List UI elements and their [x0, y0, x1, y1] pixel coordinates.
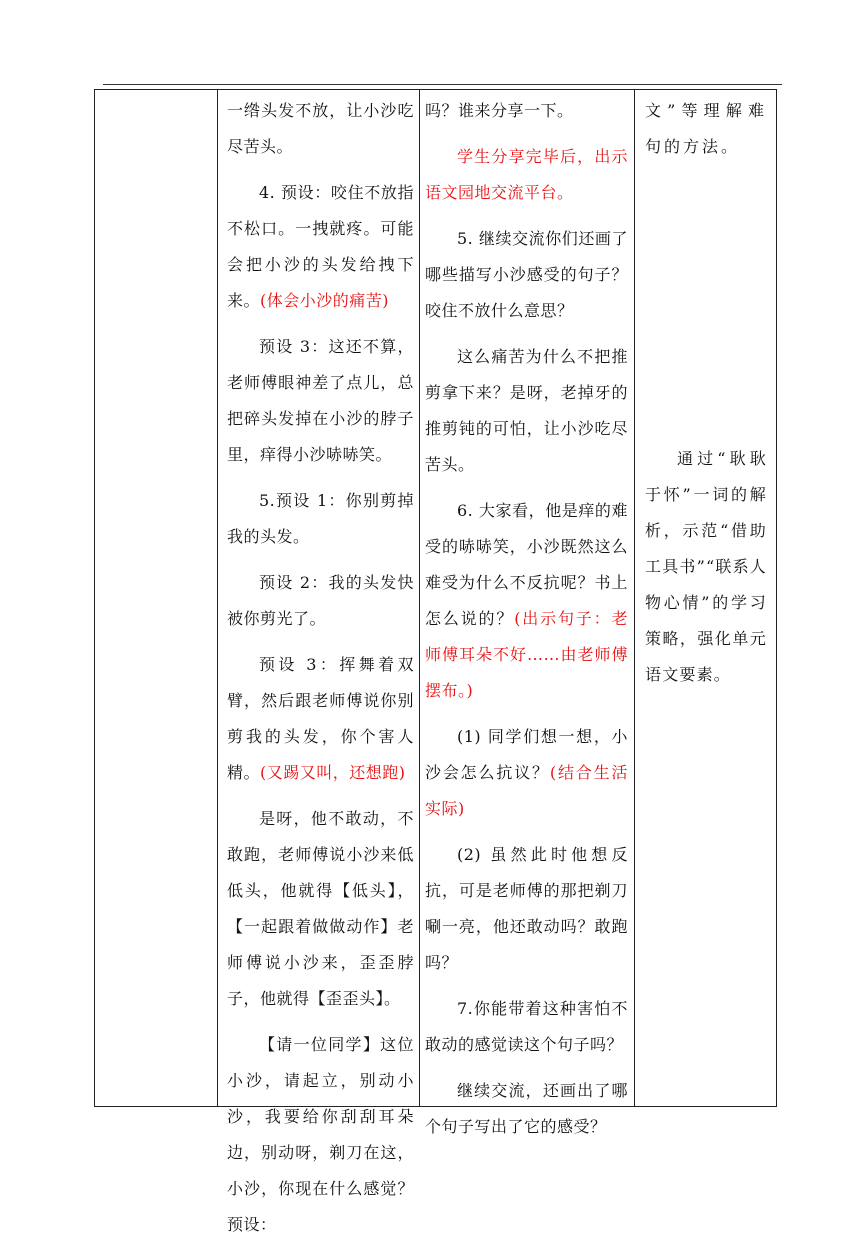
text-paragraph: 文”等理解难句的方法。	[645, 101, 767, 156]
text-paragraph: 预设 3：这还不算，老师傅眼神差了点儿，总把碎头发掉在小沙的脖子里，痒得小沙哧哧笑。	[227, 337, 414, 464]
text-paragraph: 预设 2：我的头发快被你剪光了。	[227, 573, 414, 628]
text-paragraph: 5.预设 1：你别剪掉我的头发。	[227, 491, 414, 546]
text-paragraph: 继续交流，还画出了哪个句子写出了它的感受？	[425, 1081, 628, 1136]
annotation-red: (体会小沙的痛苦)	[260, 291, 390, 310]
text-paragraph: 4. 预设：咬住不放指不松口。一拽就疼。可能会把小沙的头发给拽下来。(体会小沙的痛苦)	[227, 183, 414, 310]
activity-column	[420, 89, 634, 1155]
annotation-red: (出示句子：老师傅耳朵不好……由老师傅摆布。)	[425, 609, 628, 700]
text-paragraph: 是呀，他不敢动，不敢跑，老师傅说小沙来低低头，他就得【低头】，【一起跟着做做动作】老师傅说小沙来，歪歪脖子，他就得【歪歪头】。	[227, 809, 414, 1008]
text-paragraph: 吗？谁来分享一下。	[425, 101, 574, 120]
header-rule	[103, 84, 782, 85]
teacher-student-column	[218, 89, 419, 1253]
annotation-red: (又踢又叫，还想跑)	[260, 763, 406, 782]
text-paragraph: 7.你能带着这种害怕不敢动的感觉读这个句子吗？	[425, 999, 628, 1054]
design-intent-column	[635, 89, 777, 703]
text-paragraph: (1) 同学们想一想，小沙会怎么抗议？(结合生活实际)	[425, 727, 628, 818]
text-paragraph: 通过“耿耿于怀”一词的解析，示范“借助工具书”“联系人物心情”的学习策略，强化单元语文要素。	[645, 449, 767, 684]
annotation-red: 学生分享完毕后，出示语文园地交流平台。	[425, 147, 628, 202]
text-paragraph: 【请一位同学】这位小沙，请起立，别动小沙，我要给你刮刮耳朵边，别动呀，剃刀在这，小沙，你现在什么感觉？预设：	[227, 1035, 414, 1234]
text-paragraph: 5. 继续交流你们还画了哪些描写小沙感受的句子？咬住不放什么意思？	[425, 229, 628, 320]
text-paragraph: 这么痛苦为什么不把推剪拿下来？是呀，老掉牙的推剪钝的可怕，让小沙吃尽苦头。	[425, 347, 628, 474]
text-paragraph: 一绺头发不放，让小沙吃尽苦头。	[227, 101, 414, 156]
text-paragraph: 6. 大家看，他是痒的难受的哧哧笑，小沙既然这么难受为什么不反抗呢？书上怎么说的？(出示句子：老师傅耳朵不好……由老师傅摆布。)	[425, 501, 628, 700]
text-paragraph: 预设 3：挥舞着双臂，然后跟老师傅说你别剪我的头发，你个害人精。(又踢又叫，还想跑)	[227, 655, 414, 782]
text-paragraph: (2) 虽然此时他想反抗，可是老师傅的那把剃刀唰一亮，他还敢动吗？敢跑吗？	[425, 845, 628, 972]
annotation-red: (结合生活实际)	[425, 763, 628, 818]
